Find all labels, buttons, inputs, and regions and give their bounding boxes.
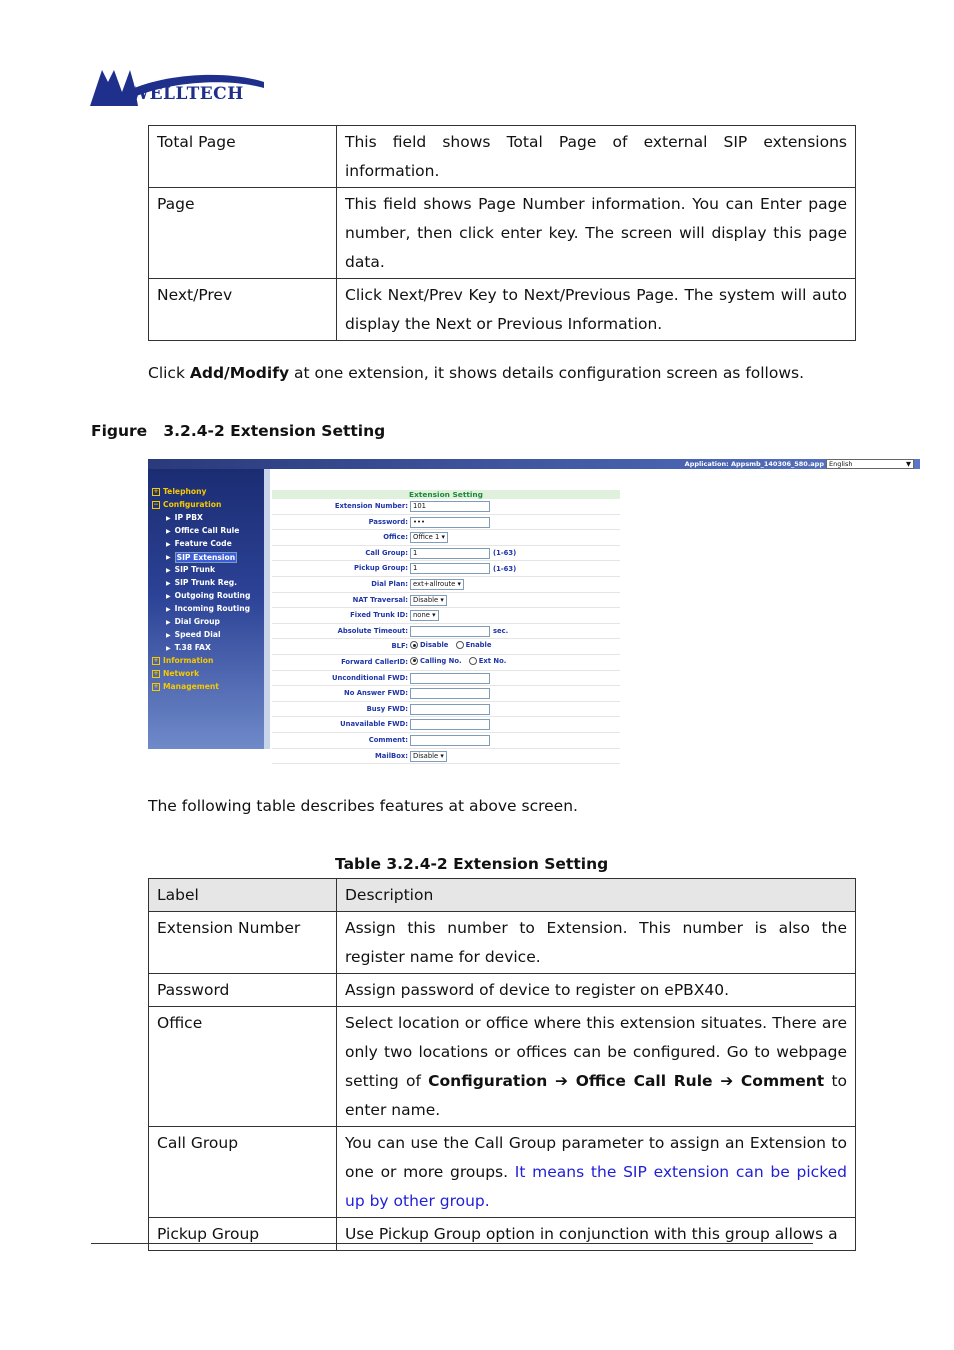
menu-item-dial-group[interactable] [152,615,250,628]
field-label: No Answer FWD: [344,689,408,698]
menu-label: Telephony [163,487,207,496]
menu-label: SIP Extension [176,552,236,562]
field-label: BLF: [391,642,408,651]
desc-highlight: It means the SIP extension can be picked up by other group. [345,1163,847,1210]
menu-label: Network [163,669,200,678]
row-description [337,1007,856,1127]
desc-bold: Configuration [428,1072,548,1090]
menu-item-office-call-rule[interactable] [152,524,250,537]
menu-item-sip-trunk[interactable] [152,563,250,576]
chevron-down-icon: ▼ [906,460,911,468]
row-label: Call Group [149,1127,337,1218]
password-input[interactable]: ••• [410,517,490,528]
absolute-timeout-input[interactable] [410,626,490,637]
table-caption: Table 3.2.4-2 Extension Setting [335,855,609,873]
form-row-no-answer-fwd [272,686,620,702]
chevron-down-icon: ▾ [457,579,461,588]
extension-setting-screenshot [148,459,920,760]
arrow-right-icon: ▶ [166,619,171,626]
form-row-comment [272,733,620,749]
arrow-right-icon: ➔ [712,1072,741,1090]
header-label: Label [149,879,337,912]
desc-bold: Office Call Rule [575,1072,713,1090]
form-row-dial-plan [272,577,620,593]
arrow-right-icon: ▶ [166,567,171,574]
table-row [149,1218,856,1251]
row-label: Extension Number [149,912,337,974]
menu-item-sip-extension[interactable] [152,550,250,563]
field-label: Call Group: [365,548,408,557]
form-row-forward-callerid [272,655,620,671]
menu-label: Speed Dial [174,630,221,639]
row-label: Next/Prev [149,279,337,341]
form-row-extension-number [272,499,620,515]
table-intro-paragraph: The following table describes features at above screen. [148,797,578,815]
unavailable-fwd-input[interactable] [410,719,490,730]
sidebar-menu [152,485,250,693]
field-label: Forward CallerID: [341,657,408,666]
field-label: Unconditional FWD: [332,673,408,682]
blf-disable-radio[interactable] [410,641,418,649]
menu-telephony[interactable] [152,485,250,498]
form-row-pickup-group [272,561,620,577]
field-label: Busy FWD: [366,704,408,713]
field-label: Fixed Trunk ID: [350,611,408,620]
office-select[interactable] [410,532,448,543]
fixed-trunk-select[interactable] [410,610,439,621]
form-row-blf [272,639,620,655]
menu-label: Office Call Rule [174,526,240,535]
desc-text: Select location or office where this extension situates. There are only two locations or offices can be configured. Go to webpage setting of [345,1014,847,1090]
field-label: Absolute Timeout: [337,626,408,635]
menu-label: Management [163,682,219,691]
table-row [149,1127,856,1218]
collapse-icon: − [153,501,159,508]
field-label: Pickup Group: [354,564,408,573]
ext-no-radio[interactable] [469,657,477,665]
expand-icon: + [153,657,159,664]
form-row-absolute-timeout [272,624,620,640]
chevron-down-icon: ▾ [441,533,445,542]
extension-number-input[interactable]: 101 [410,501,490,512]
call-group-input[interactable]: 1 [410,548,490,559]
table-row [149,279,856,341]
language-select[interactable] [826,459,914,469]
field-hint: sec. [493,627,509,636]
mailbox-select[interactable] [410,751,447,762]
intro-text-end: at one extension, it shows details configuration screen as follows. [289,364,805,382]
footer-divider [91,1243,813,1244]
unconditional-fwd-input[interactable] [410,673,490,684]
dial-plan-select[interactable] [410,579,464,590]
app-header-bar [148,459,920,469]
sidebar-edge [264,469,270,749]
row-label: Password [149,974,337,1007]
table-row [149,126,856,188]
field-label: Password: [368,517,408,526]
chevron-down-icon: ▾ [440,595,444,604]
table-header-row [149,879,856,912]
field-label: Office: [383,533,408,542]
arrow-right-icon: ▶ [166,554,171,561]
sidebar [148,469,264,749]
desc-text: to enter name. [345,1072,848,1119]
menu-item-sip-trunk-reg[interactable] [152,576,250,589]
arrow-right-icon: ▶ [166,593,171,600]
row-label: Office [149,1007,337,1127]
expand-icon: + [153,683,159,690]
intro-bold: Add/Modify [189,364,290,382]
table-row [149,974,856,1007]
menu-item-outgoing-routing[interactable] [152,589,250,602]
menu-label: T.38 FAX [174,643,211,652]
menu-label: Feature Code [174,539,232,548]
chevron-down-icon: ▾ [440,751,444,760]
comment-input[interactable] [410,735,490,746]
row-label: Total Page [149,126,337,188]
row-description: Click Next/Prev Key to Next/Previous Page. The system will auto display the Next or Previous Information. [337,279,856,341]
select-value: Disable [413,595,439,604]
radio-label: Ext No. [478,656,507,665]
form-row-unconditional-fwd [272,671,620,687]
menu-label: SIP Trunk [174,565,216,574]
chevron-down-icon: ▾ [432,611,436,620]
arrow-right-icon: ▶ [166,528,171,535]
field-label: Dial Plan: [371,579,408,588]
extension-setting-form [272,490,620,764]
row-label: Pickup Group [149,1218,337,1251]
menu-item-speed-dial[interactable] [152,628,250,641]
select-value: Disable [413,751,439,760]
menu-item-incoming-routing[interactable] [152,602,250,615]
field-label: Extension Number: [334,502,408,510]
row-description [337,1127,856,1218]
menu-label: Dial Group [174,617,220,626]
busy-fwd-input[interactable] [410,704,490,715]
form-row-mailbox [272,749,620,765]
blf-enable-radio[interactable] [456,641,464,649]
menu-label: Configuration [163,500,222,509]
brand-name: WELLTECH [130,84,244,104]
row-description: Use Pickup Group option in conjunction with this group allows a [337,1218,856,1251]
form-row-office [272,530,620,546]
arrow-right-icon: ➔ [547,1072,576,1090]
row-description: Assign password of device to register on ePBX40. [337,974,856,1007]
radio-label: Calling No. [420,656,462,665]
row-description: This field shows Total Page of external SIP extensions information. [337,126,856,188]
menu-item-feature-code[interactable] [152,537,250,550]
table-row [149,912,856,974]
table-row [149,1007,856,1127]
menu-label: Incoming Routing [174,604,251,613]
extension-setting-table [148,878,856,1251]
field-hint: (1-63) [493,564,517,573]
nat-traversal-select[interactable] [410,595,447,606]
menu-information[interactable] [152,654,250,667]
menu-label: Outgoing Routing [174,591,251,600]
expand-icon: + [153,488,159,495]
row-description: This field shows Page Number information. You can Enter page number, then click enter key. The screen will display this page data. [337,188,856,279]
desc-bold: Comment [740,1072,825,1090]
form-row-call-group [272,546,620,562]
no-answer-fwd-input[interactable] [410,688,490,699]
menu-configuration[interactable] [152,498,250,511]
menu-item-t38-fax[interactable] [152,641,250,654]
radio-label: Enable [465,641,492,650]
header-description: Description [337,879,856,912]
app-label: Application: Appsmb_140306_580.app [684,460,824,468]
field-label: Unavailable FWD: [340,720,408,729]
field-label: MailBox: [375,751,408,760]
menu-label: Information [163,656,214,665]
select-value: ext+allroute [413,579,456,588]
row-label: Page [149,188,337,279]
select-value: Office 1 [413,533,440,542]
arrow-right-icon: ▶ [166,580,171,587]
arrow-right-icon: ▶ [166,645,171,652]
menu-label: SIP Trunk Reg. [174,578,238,587]
form-title: Extension Setting [272,490,620,499]
fields-table-continued [148,125,856,341]
table-row [149,188,856,279]
intro-text: Click [148,364,190,382]
arrow-right-icon: ▶ [166,606,171,613]
form-row-password [272,515,620,531]
field-hint: (1-63) [493,549,517,558]
form-row-nat-traversal [272,593,620,609]
arrow-right-icon: ▶ [166,632,171,639]
menu-management[interactable] [152,680,250,693]
form-row-unavailable-fwd [272,717,620,733]
intro-paragraph [148,364,804,382]
desc-text: You can use the Call Group parameter to assign an Extension to one or more groups. [345,1134,847,1181]
select-value: none [413,611,430,620]
form-row-busy-fwd [272,702,620,718]
calling-no-radio[interactable] [410,657,418,665]
language-value: English [829,460,853,468]
pickup-group-input[interactable]: 1 [410,563,490,574]
radio-label: Disable [420,641,449,650]
menu-network[interactable] [152,667,250,680]
menu-item-ip-pbx[interactable] [152,511,250,524]
form-row-fixed-trunk [272,608,620,624]
arrow-right-icon: ▶ [166,541,171,548]
expand-icon: + [153,670,159,677]
menu-label: IP PBX [174,513,203,522]
arrow-right-icon: ▶ [166,515,171,522]
row-description: Assign this number to Extension. This number is also the register name for device. [337,912,856,974]
field-label: Comment: [368,735,408,744]
field-label: NAT Traversal: [352,595,408,604]
figure-caption: Figure 3.2.4-2 Extension Setting [91,422,386,440]
